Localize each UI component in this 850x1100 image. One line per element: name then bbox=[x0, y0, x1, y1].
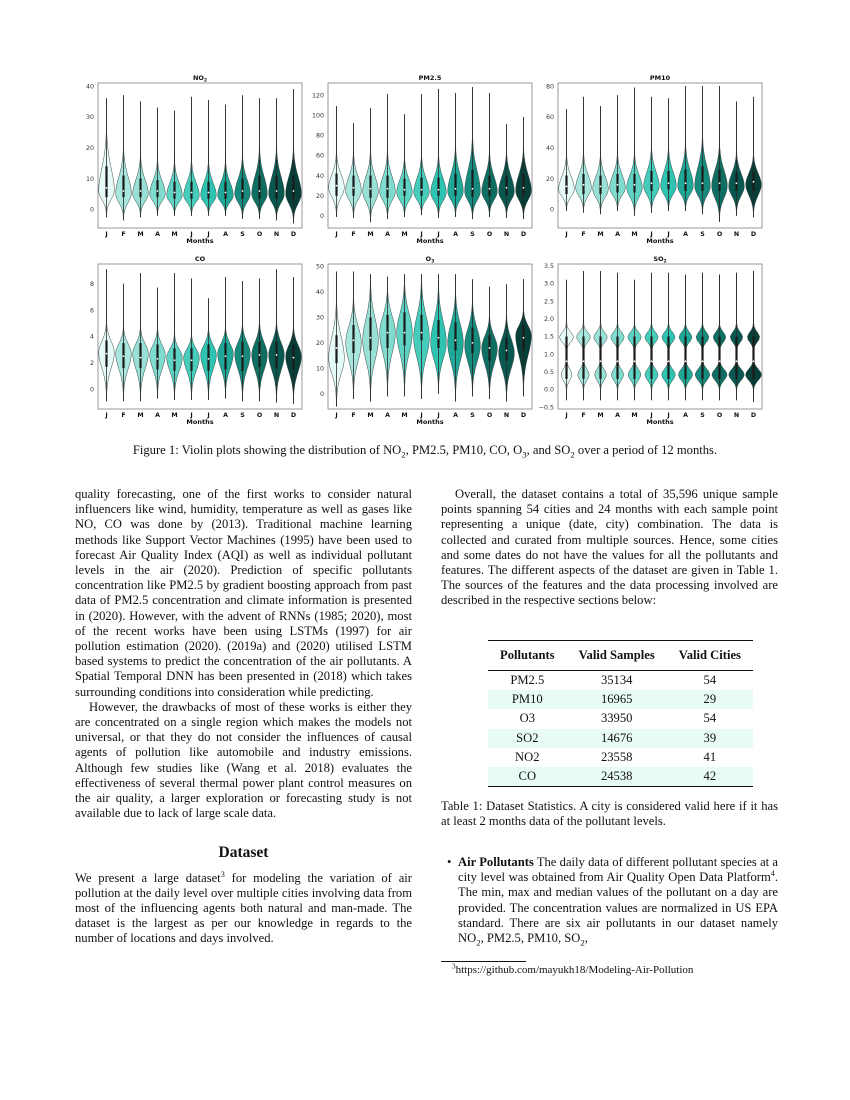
violin-panel-pm25 bbox=[300, 72, 538, 252]
svg-text:J: J bbox=[437, 231, 440, 238]
svg-text:O: O bbox=[256, 412, 263, 419]
text: . The min, max and median values of the pollutant on a day are provided. The concentration values are normalized in US EPA standard. There are six air pollutants in our dataset namely NO bbox=[458, 870, 778, 946]
svg-text:40: 40 bbox=[315, 172, 324, 180]
svg-text:M: M bbox=[597, 231, 604, 238]
svg-text:Months: Months bbox=[186, 237, 214, 245]
svg-text:80: 80 bbox=[315, 132, 324, 140]
svg-text:2.0: 2.0 bbox=[543, 316, 554, 324]
svg-text:20: 20 bbox=[545, 175, 554, 183]
cell: 54 bbox=[703, 711, 717, 726]
subscript: 2 bbox=[476, 937, 481, 948]
svg-text:D: D bbox=[750, 231, 757, 238]
cell: SO2 bbox=[488, 729, 567, 748]
cell: 23558 bbox=[600, 749, 633, 764]
svg-text:J: J bbox=[105, 231, 108, 238]
svg-text:6: 6 bbox=[89, 307, 94, 315]
svg-text:NO2: $NO_2$ bbox=[192, 74, 208, 84]
paragraph-related-work: quality forecasting, one of the first works to consider natural influencers like wind, humidity, temperature as well as gases like NO, CO was done by (2013). Traditional machine learning methods like Support Vector Machines (1995) have been used to forecast Air Quality Index (AQI) as well as individual pollutant levels in the air (2020). Prediction of specific pollutants concentration like PM2.5 by gradient boosting approach from past data of PM2.5 concentration and climate information is presented in (2020). However, with the advent of RNNs (1985; 2020), most of the recent works have been using LSTMs (1997) for air pollution estimation (2020). (2019a) and (2020) utilised LSTM based systems to predict the concentration of the air pollutants. A Spatial Temporal DNN has been presented in (2018) which takes surrounding conditions into consideration while predicting. bbox=[75, 487, 412, 699]
svg-text:N: N bbox=[273, 412, 280, 419]
svg-text:N: N bbox=[733, 412, 740, 419]
svg-text:M: M bbox=[137, 412, 144, 419]
cell: 14676 bbox=[567, 729, 667, 748]
svg-text:F: F bbox=[581, 231, 586, 238]
svg-text:N: N bbox=[503, 412, 510, 419]
svg-text:M: M bbox=[367, 231, 374, 238]
table-row bbox=[488, 671, 753, 691]
svg-text:0: 0 bbox=[319, 390, 324, 398]
svg-text:O: O bbox=[716, 412, 723, 419]
svg-text:J: J bbox=[650, 412, 653, 419]
svg-text:F: F bbox=[121, 231, 126, 238]
cell: 54 bbox=[703, 673, 717, 688]
svg-text:J: J bbox=[207, 231, 210, 238]
svg-text:O: O bbox=[486, 412, 493, 419]
svg-text:A: A bbox=[155, 231, 160, 238]
svg-text:40: 40 bbox=[545, 144, 554, 152]
svg-text:0: 0 bbox=[89, 206, 94, 214]
cell: CO bbox=[488, 767, 567, 787]
violin-panel-pm10 bbox=[530, 72, 768, 252]
svg-text:CO: CO bbox=[194, 255, 206, 263]
subscript: 2 bbox=[580, 937, 585, 948]
svg-text:A: A bbox=[155, 412, 160, 419]
svg-text:O3: $O_3$ bbox=[425, 255, 435, 265]
svg-text:M: M bbox=[367, 412, 374, 419]
svg-text:30: 30 bbox=[315, 314, 324, 322]
svg-text:40: 40 bbox=[85, 83, 94, 91]
violin-panel-so2 bbox=[530, 253, 768, 433]
svg-text:J: J bbox=[335, 412, 338, 419]
table-row bbox=[488, 709, 753, 728]
svg-text:S: S bbox=[700, 412, 705, 419]
svg-text:Months: Months bbox=[646, 418, 674, 426]
svg-text:S: S bbox=[240, 412, 245, 419]
table-header-row bbox=[488, 641, 753, 671]
bullet-title: Air Pollutants bbox=[458, 855, 534, 869]
svg-text:N: N bbox=[503, 231, 510, 238]
violin-panel-co bbox=[70, 253, 308, 433]
svg-text:40: 40 bbox=[315, 289, 324, 297]
footnote-marker[interactable]: 4 bbox=[770, 869, 775, 879]
svg-text:SO2: $SO_2$ bbox=[653, 255, 667, 265]
footnote-3 bbox=[452, 964, 693, 976]
svg-text:Months: Months bbox=[186, 418, 214, 426]
svg-text:S: S bbox=[470, 412, 475, 419]
cell: 42 bbox=[667, 767, 753, 787]
svg-text:M: M bbox=[631, 231, 638, 238]
svg-text:A: A bbox=[683, 231, 688, 238]
svg-text:100: 100 bbox=[311, 112, 324, 120]
svg-text:−0.5: −0.5 bbox=[538, 404, 554, 412]
svg-text:10: 10 bbox=[85, 175, 94, 183]
cell: O3 bbox=[519, 711, 535, 726]
svg-text:A: A bbox=[615, 412, 620, 419]
svg-text:3.0: 3.0 bbox=[543, 280, 554, 288]
text: , bbox=[584, 931, 588, 946]
violin-panel-no2 bbox=[70, 72, 308, 252]
svg-text:Months: Months bbox=[416, 237, 444, 245]
svg-text:A: A bbox=[223, 231, 228, 238]
caption-text: , PM2.5, PM10, CO, O bbox=[405, 443, 523, 457]
svg-text:10: 10 bbox=[315, 365, 324, 373]
svg-text:J: J bbox=[207, 412, 210, 419]
text: , PM2.5, PM10, SO bbox=[480, 931, 581, 946]
caption-text: Figure 1: Violin plots showing the distribution of NO bbox=[132, 443, 402, 457]
svg-text:D: D bbox=[520, 231, 527, 238]
svg-text:60: 60 bbox=[315, 152, 324, 160]
svg-text:Months: Months bbox=[416, 418, 444, 426]
svg-text:S: S bbox=[240, 231, 245, 238]
bullet-icon: • bbox=[447, 855, 452, 869]
table-row bbox=[488, 729, 753, 748]
svg-text:M: M bbox=[171, 231, 178, 238]
svg-text:J: J bbox=[335, 231, 338, 238]
paragraph-dataset-intro bbox=[75, 871, 412, 947]
dataset-statistics-table bbox=[488, 640, 753, 787]
cell: PM10 bbox=[488, 690, 567, 709]
text: for modeling the variation of air pollution at the daily level over multiple cities involving data from most of the influencing agents both natural and man-made. The dataset is the largest as per our knowledge in regards to the number of locations and days involved. bbox=[75, 870, 412, 946]
svg-text:D: D bbox=[520, 412, 527, 419]
svg-text:M: M bbox=[401, 231, 408, 238]
svg-text:60: 60 bbox=[545, 114, 554, 122]
svg-text:J: J bbox=[437, 412, 440, 419]
header-pollutants: Pollutants bbox=[488, 641, 567, 671]
section-heading-dataset: Dataset bbox=[218, 844, 269, 862]
text: The daily data of different pollutant species at a city level was obtained from Air Quality Open Data Platform bbox=[458, 855, 779, 885]
svg-text:120: 120 bbox=[311, 92, 324, 100]
svg-text:M: M bbox=[171, 412, 178, 419]
svg-text:J: J bbox=[105, 412, 108, 419]
svg-text:O: O bbox=[716, 231, 723, 238]
svg-text:2: 2 bbox=[89, 360, 94, 368]
svg-text:A: A bbox=[683, 412, 688, 419]
footnote-marker[interactable]: 3 bbox=[220, 869, 225, 879]
cell: NO2 bbox=[515, 749, 540, 764]
caption-sub: 2 bbox=[401, 449, 406, 460]
svg-text:A: A bbox=[453, 412, 458, 419]
table-row bbox=[488, 767, 753, 787]
paragraph-drawbacks: However, the drawbacks of most of these works is either they are concentrated on a single region which makes the models not universal, or that they do not consider the influences of causal agents of pollution like automobile and industry emissions. Although few studies like (Wang et al. 2018) evaluates the effectiveness of several thermal power plant control measures on the air quality, a larger exploration or forecasting study is not available due to lack of large scale data. bbox=[75, 699, 412, 821]
caption-sub: 3 bbox=[522, 449, 527, 460]
svg-text:Months: Months bbox=[646, 237, 674, 245]
cell: 33950 bbox=[600, 711, 633, 726]
svg-text:3.5: 3.5 bbox=[543, 262, 554, 270]
paragraph-overall: Overall, the dataset contains a total of 35,596 unique sample points spanning 54 cities and 24 months with each sample point representing a unique (date, city) combination. The data is collected and curated from multiple sources. Hence, some cities and some dates do not have the values for all the pollutants and features. The different aspects of the dataset are given in Table 1. The sources of the features and the data processing involved are described in the respective sections below: bbox=[441, 487, 778, 608]
svg-text:8: 8 bbox=[89, 280, 94, 288]
header-valid-cities: Valid Cities bbox=[667, 641, 753, 671]
svg-text:J: J bbox=[565, 412, 568, 419]
bullet-air-pollutants bbox=[447, 855, 778, 946]
svg-text:J: J bbox=[565, 231, 568, 238]
cell: PM2.5 bbox=[510, 673, 545, 688]
svg-text:M: M bbox=[631, 412, 638, 419]
svg-text:D: D bbox=[290, 412, 297, 419]
svg-text:A: A bbox=[615, 231, 620, 238]
svg-text:J: J bbox=[420, 231, 423, 238]
svg-text:PM10: PM10 bbox=[649, 74, 671, 82]
svg-text:M: M bbox=[137, 231, 144, 238]
svg-text:0: 0 bbox=[319, 213, 324, 221]
right-column bbox=[441, 487, 778, 609]
caption-text: over a period of 12 months. bbox=[574, 443, 718, 457]
cell: 35134 bbox=[600, 673, 633, 688]
svg-text:J: J bbox=[667, 231, 670, 238]
svg-text:J: J bbox=[650, 231, 653, 238]
table-row bbox=[488, 748, 753, 767]
header-valid-samples: Valid Samples bbox=[567, 641, 667, 671]
svg-text:4: 4 bbox=[89, 333, 94, 341]
cell: 41 bbox=[703, 749, 717, 764]
svg-text:A: A bbox=[453, 231, 458, 238]
svg-text:0.0: 0.0 bbox=[543, 386, 554, 394]
footnote-number: 3 bbox=[452, 962, 456, 971]
cell: 24538 bbox=[567, 767, 667, 787]
svg-text:0.5: 0.5 bbox=[543, 369, 554, 377]
svg-text:D: D bbox=[750, 412, 757, 419]
svg-text:30: 30 bbox=[85, 114, 94, 122]
svg-text:A: A bbox=[385, 231, 390, 238]
svg-text:N: N bbox=[273, 231, 280, 238]
violin-panel-o3 bbox=[300, 253, 538, 433]
svg-text:50: 50 bbox=[315, 263, 324, 271]
svg-text:J: J bbox=[190, 231, 193, 238]
svg-text:O: O bbox=[486, 231, 493, 238]
svg-text:0: 0 bbox=[549, 206, 554, 214]
svg-text:F: F bbox=[581, 412, 586, 419]
svg-text:A: A bbox=[223, 412, 228, 419]
svg-text:1.0: 1.0 bbox=[543, 351, 554, 359]
text: We present a large dataset bbox=[75, 870, 221, 885]
table-caption: Table 1: Dataset Statistics. A city is considered valid here if it has at least 2 months data of the pollutant levels. bbox=[441, 799, 778, 829]
svg-text:F: F bbox=[351, 231, 356, 238]
svg-text:20: 20 bbox=[315, 192, 324, 200]
caption-text: , and SO bbox=[526, 443, 571, 457]
svg-text:2.5: 2.5 bbox=[543, 298, 554, 306]
svg-text:1.5: 1.5 bbox=[543, 333, 554, 341]
footnote-link[interactable]: https://github.com/mayukh18/Modeling-Air-Pollution bbox=[455, 964, 694, 976]
caption-sub: 2 bbox=[570, 449, 575, 460]
svg-text:20: 20 bbox=[315, 340, 324, 348]
svg-text:O: O bbox=[256, 231, 263, 238]
svg-text:M: M bbox=[597, 412, 604, 419]
svg-text:D: D bbox=[290, 231, 297, 238]
figure-caption bbox=[70, 443, 780, 458]
svg-text:S: S bbox=[470, 231, 475, 238]
svg-text:J: J bbox=[420, 412, 423, 419]
svg-text:J: J bbox=[190, 412, 193, 419]
svg-text:M: M bbox=[401, 412, 408, 419]
svg-text:PM2.5: PM2.5 bbox=[418, 74, 442, 82]
svg-text:0: 0 bbox=[89, 386, 94, 394]
svg-text:J: J bbox=[667, 412, 670, 419]
cell: 16965 bbox=[567, 690, 667, 709]
svg-text:20: 20 bbox=[85, 144, 94, 152]
cell: 29 bbox=[667, 690, 753, 709]
left-column bbox=[75, 487, 412, 947]
svg-text:F: F bbox=[121, 412, 126, 419]
svg-text:80: 80 bbox=[545, 83, 554, 91]
table-row bbox=[488, 690, 753, 709]
svg-text:F: F bbox=[351, 412, 356, 419]
svg-text:S: S bbox=[700, 231, 705, 238]
svg-text:A: A bbox=[385, 412, 390, 419]
svg-text:N: N bbox=[733, 231, 740, 238]
cell: 39 bbox=[667, 729, 753, 748]
